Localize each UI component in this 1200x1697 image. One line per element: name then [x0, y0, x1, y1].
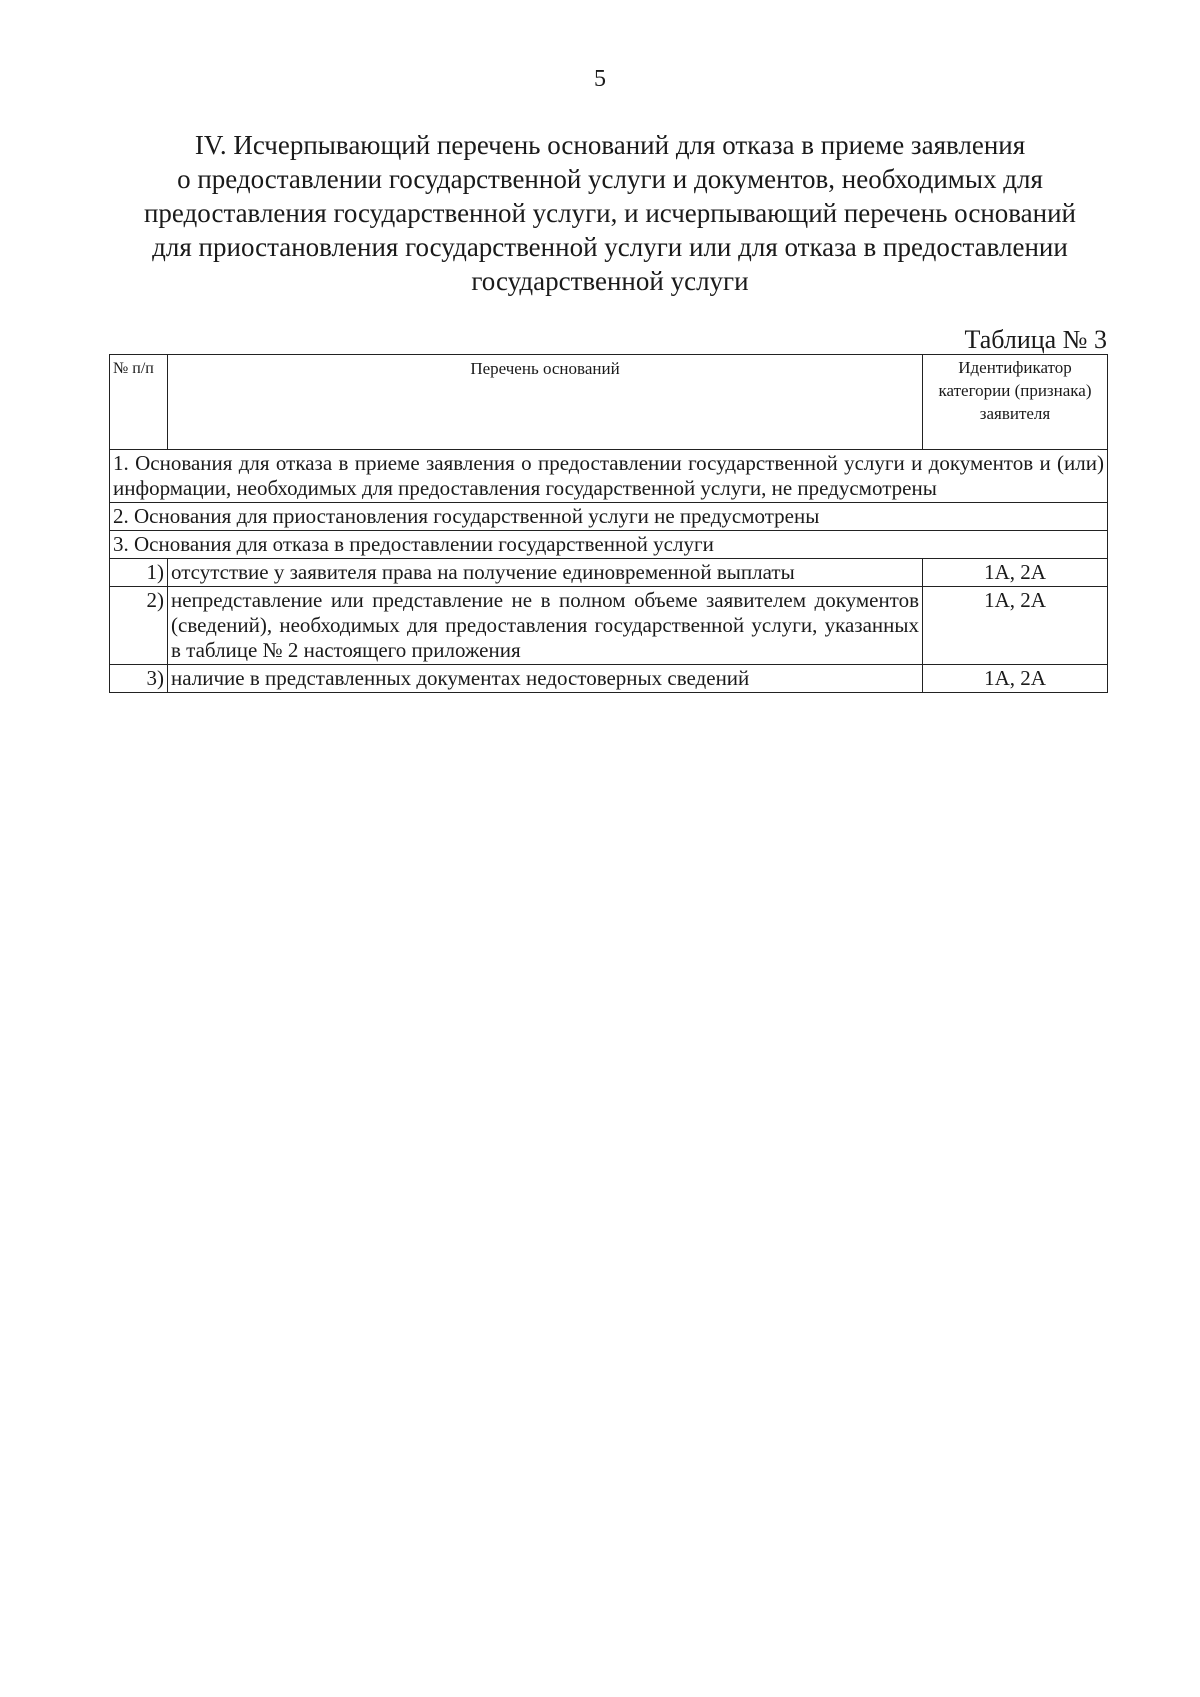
- section-3-text: 3. Основания для отказа в предоставлении государственной услуги: [110, 531, 1108, 559]
- heading-line: для приостановления государственной услуги или для отказа в предоставлении: [152, 232, 1068, 262]
- section-heading: [110, 128, 1110, 298]
- heading-line: о предоставлении государственной услуги и документов, необходимых для: [177, 164, 1043, 194]
- heading-line: государственной услуги: [471, 266, 749, 296]
- table-caption: Таблица № 3: [964, 325, 1107, 354]
- row-identifier: 1А, 2А: [923, 587, 1108, 665]
- section-1-text: 1. Основания для отказа в приеме заявления о предоставлении государственной услуги и документов и (или) информации, необходимых для предоставления государственной услуги, не предусмотрены: [110, 450, 1108, 503]
- row-text: отсутствие у заявителя права на получение единовременной выплаты: [168, 559, 923, 587]
- header-identifier: Идентификатор категории (признака) заявителя: [923, 355, 1108, 450]
- header-number: № п/п: [110, 355, 168, 450]
- row-number: 3): [110, 665, 168, 693]
- row-text: наличие в представленных документах недостоверных сведений: [168, 665, 923, 693]
- header-grounds: Перечень оснований: [168, 355, 923, 450]
- row-identifier: 1А, 2А: [923, 665, 1108, 693]
- row-number: 2): [110, 587, 168, 665]
- page-number: 5: [594, 66, 606, 92]
- section-row-1: [110, 450, 1108, 503]
- row-text: непредставление или представление не в полном объеме заявителем документов (сведений), необходимых для предоставления государственной услуги, указанных в таблице № 2 настоящего приложения: [168, 587, 923, 665]
- section-2-text: 2. Основания для приостановления государственной услуги не предусмотрены: [110, 503, 1108, 531]
- table-header-row: [110, 355, 1108, 450]
- table-row: [110, 665, 1108, 693]
- heading-line: предоставления государственной услуги, и исчерпывающий перечень оснований: [143, 198, 1077, 228]
- section-row-2: [110, 503, 1108, 531]
- section-row-3: [110, 531, 1108, 559]
- row-number: 1): [110, 559, 168, 587]
- row-identifier: 1А, 2А: [923, 559, 1108, 587]
- table-row: [110, 559, 1108, 587]
- grounds-table: [109, 354, 1108, 693]
- table-row: [110, 587, 1108, 665]
- heading-line: IV. Исчерпывающий перечень оснований для отказа в приеме заявления: [194, 130, 1026, 160]
